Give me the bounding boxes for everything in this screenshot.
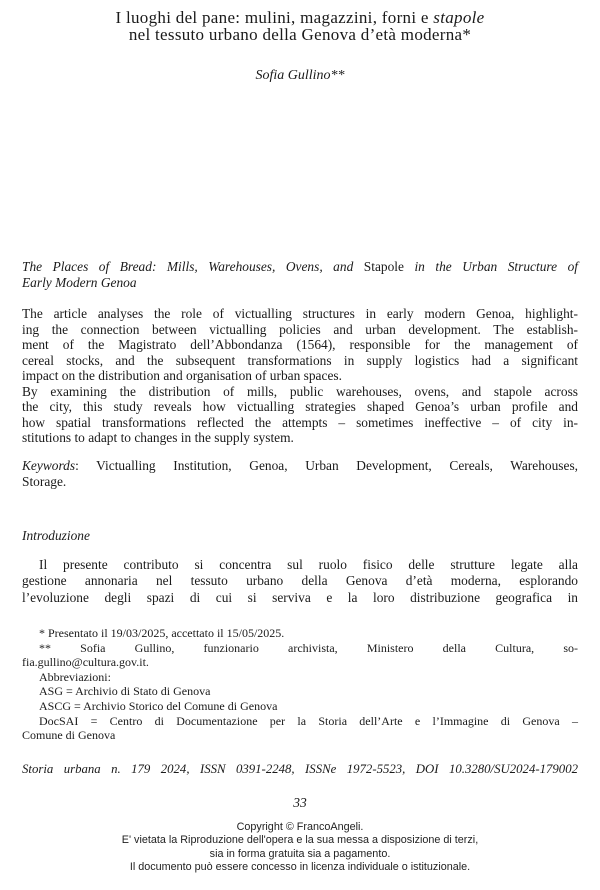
intro-paragraph-line: Il presente contributo si concentra sul ruolo fisico delle strutture legate alla (39, 557, 578, 572)
abstract-line: ment of the Magistrato dell’Abbondanza (1564), responsible for the management of (22, 337, 578, 352)
footnotes-block (22, 626, 578, 743)
article-title-line-2: nel tessuto urbano della Genova d’età moderna* (128, 24, 472, 44)
english-title (22, 259, 578, 290)
title-text-italic-stapole: stapole (433, 8, 485, 27)
copyright-line: Copyright © FrancoAngeli. (236, 821, 364, 833)
intro-paragraph-line: gestione annonaria nel tessuto urbano della Genova d’età moderna, esplorando (22, 573, 578, 589)
abstract (22, 306, 578, 446)
footnote-abbrev-asg: ASG = Archivio di Stato di Genova (39, 684, 211, 699)
article-title (0, 10, 600, 43)
journal-citation: Storia urbana n. 179 2024, ISSN 0391-2248, ISSNe 1972-5523, DOI 10.3280/SU2024-179002 (22, 762, 578, 776)
english-title-italic-b: in the Urban Structure of (403, 259, 578, 274)
section-heading-introduzione: Introduzione (22, 528, 90, 543)
abstract-line: cereal stocks, and the subsequent transformations in supply logistics had a significant (22, 352, 578, 368)
keywords-line-1 (22, 458, 578, 474)
copyright-line: Il documento può essere concesso in licenza individuale o istituzionale. (129, 861, 471, 874)
keywords-line-2: Storage. (22, 473, 67, 489)
abstract-line: By examining the distribution of mills, public warehouses, ovens, and stapole across (22, 383, 578, 399)
english-title-italic-a: The Places of Bread: Mills, Warehouses, Ovens, and (22, 259, 364, 274)
footnote-abbreviazioni-label: Abbreviazioni: (39, 669, 111, 684)
abstract-line: the city, this study reveals how victualling strategies shaped Genoa’s urban profile and (22, 399, 578, 414)
english-title-line-2: Early Modern Genoa (22, 274, 137, 290)
intro-paragraph-line: l’evoluzione degli spazi di cui si serviva e la loro distribuzione geografica in (22, 589, 578, 605)
title-text-roman: I luoghi del pane: mulini, magazzini, forni e (115, 8, 434, 27)
copyright-line: sia in forma gratuita sia a pagamento. (209, 847, 391, 860)
keywords-list: : Victualling Institution, Genoa, Urban Development, Cereals, Warehouses, (75, 458, 578, 473)
page-number: 33 (293, 795, 307, 810)
keywords-block (22, 458, 578, 489)
english-title-roman-stapole: Stapole (363, 259, 404, 274)
author-name: Sofia Gullino** (255, 68, 345, 83)
footnote-author-email-line: fia.gullino@cultura.gov.it. (22, 655, 149, 670)
keywords-label: Keywords (22, 458, 76, 473)
abstract-line: impact on the distribution and organisation of urban spaces. (22, 368, 342, 383)
abstract-line: stitutions to adapt to changes in the supply system. (22, 430, 294, 445)
footnote-abbrev-ascg: ASCG = Archivio Storico del Comune di Genova (39, 698, 278, 713)
footnote-presentato: * Presentato il 19/03/2025, accettato il 15/05/2025. (39, 626, 285, 640)
footnote-abbrev-docsai-line-1: DocSAI = Centro di Documentazione per la Storia dell’Arte e l’Immagine di Genova – (39, 713, 578, 728)
footnote-abbrev-docsai-line-2: Comune di Genova (22, 728, 116, 743)
copyright-block (0, 821, 600, 875)
footnote-author-affiliation-line-1: ** Sofia Gullino, funzionario archivista, Ministero della Cultura, so- (39, 640, 578, 655)
abstract-line: ing the connection between victualling policies and urban development. The establish- (22, 321, 578, 337)
english-title-line-1 (22, 259, 578, 275)
intro-paragraph (22, 557, 578, 606)
abstract-line: The article analyses the role of victualling structures in early modern Genoa, highlight- (22, 306, 578, 321)
abstract-line: how spatial transformations reflected the attempts – sometimes ineffective – of city in- (22, 414, 578, 430)
copyright-line: E' vietata la Riproduzione dell'opera e la sua messa a disposizione di terzi, (121, 834, 479, 847)
